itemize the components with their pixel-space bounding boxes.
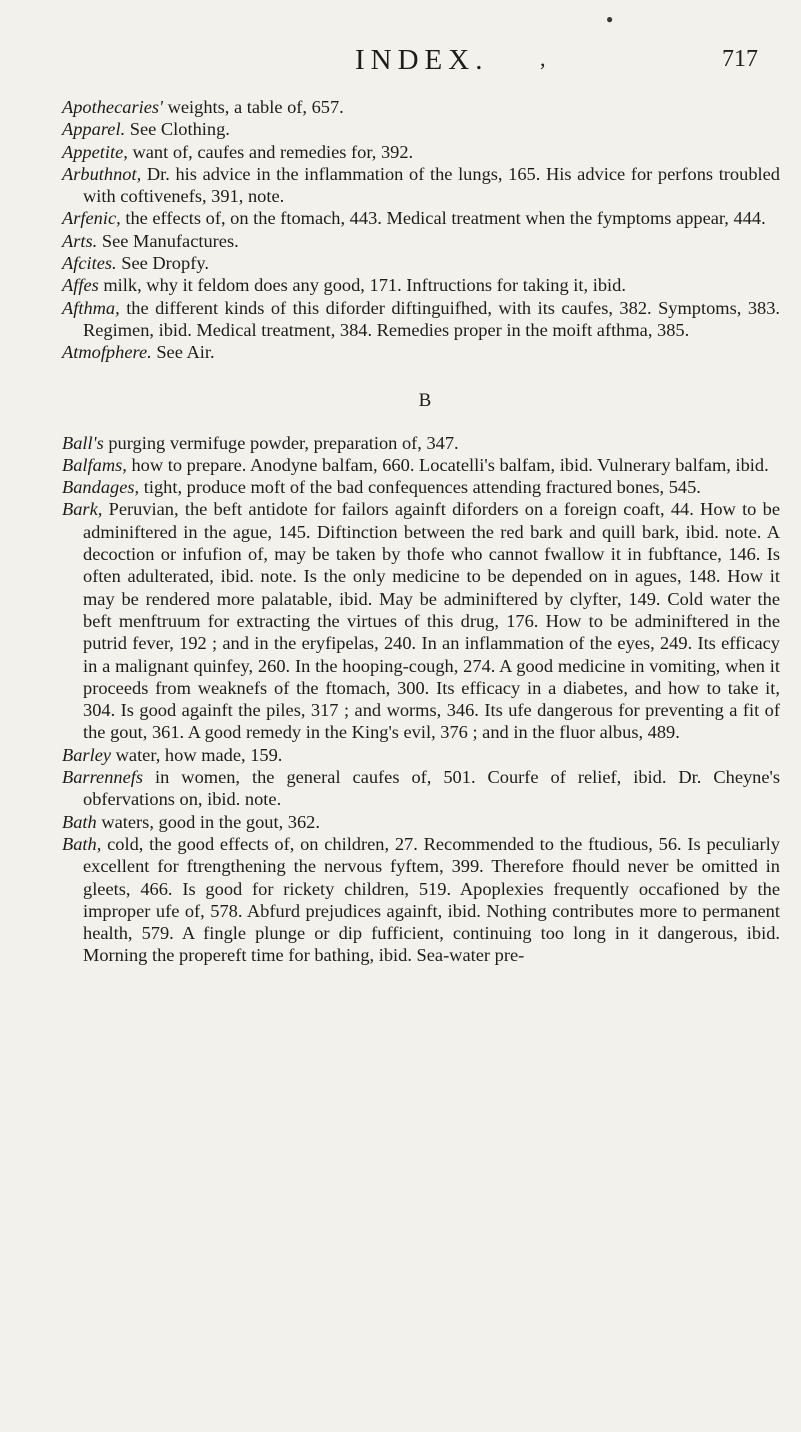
index-text: cold, the good effects of, on children, 27. Recommended to the ftudious, 56. Is peculiarly excellent for ftrengthening the nervous fyftem, 399. Therefore fhould never be omitted in gleets, 466. Is good for rickety children, 519. Apoplexies frequently occafioned by the improper ufe of, 578. Abfurd prejudices againft, ibid. Nothing contributes more to permanent health, 579. A fingle plunge or dip fufficient, continuing too long in it dangerous, ibid. Morning the propereft time for bathing, ibid. Sea-water pre- (83, 833, 785, 966)
index-text: See Dropfy. (116, 253, 209, 274)
index-entry (62, 341, 780, 363)
index-entry (62, 252, 780, 274)
index-text: how to prepare. Anodyne balfam, 660. Locatelli's balfam, ibid. Vulnerary balfam, ibid. (126, 454, 769, 475)
index-text: water, how made, 159. (111, 744, 283, 765)
index-entry (62, 118, 780, 140)
index-term: Balfams, (62, 454, 127, 475)
index-text: the effects of, on the ftomach, 443. Medical treatment when the fymptoms appear, 444. (120, 208, 766, 229)
index-body (62, 96, 785, 967)
index-text: Dr. his advice in the inflammation of the lungs, 165. His advice for perfons troubled with coftivenefs, 391, note. (83, 163, 785, 207)
index-term: Affes (62, 275, 99, 296)
index-entry (62, 476, 780, 498)
index-term: Afcites. (62, 253, 117, 274)
index-text: in women, the general caufes of, 501. Courfe of relief, ibid. Dr. Cheyne's obfervations on, ibid. note. (83, 767, 785, 810)
index-text: purging vermifuge powder, preparation of, 347. (103, 432, 459, 453)
index-term: Apparel. (62, 119, 126, 140)
index-section-a (62, 96, 785, 364)
index-text: milk, why it feldom does any good, 171. Inftructions for taking it, ibid. (98, 275, 626, 296)
index-text: weights, a table of, 657. (162, 97, 344, 117)
index-term: Bath, (62, 833, 102, 854)
index-entry (62, 432, 780, 454)
index-entry (62, 766, 785, 811)
index-text: tight, produce moft of the bad confequences attending fractured bones, 545. (139, 477, 701, 498)
index-entry (62, 163, 785, 208)
index-text: Peruvian, the beft antidote for failors againft diforders on a foreign coaft, 44. How to be adminiftered in the ague, 145. Diftinction between the red bark and quill bark, ibid. note. A decoction or infufion of, may be taken by thofe who cannot fwallow it in fubftance, 146. Is often adulterated, ibid. note. Is the only medicine to be depended on in agues, 148. How it may be rendered more palatable, ibid. May be adminiftered by clyfter, 149. Cold water the beft menftruum for extracting the virtues of this drug, 176. How to be adminiftered in the putrid fever, 192 ; and in the eryfipelas, 240. In an inflammation of the eyes, 249. Its efficacy in a malignant quinfey, 260. In the hooping-cough, 274. A good medicine in vomiting, when it proceeds from weaknefs of the ftomach, 300. Its efficacy in a diabetes, and how to take it, 304. Is good againft the piles, 317 ; and worms, 346. Its ufe dangerous for preventing a fit of the gout, 361. A good remedy in the King's evil, 376 ; and in the fluor albus, 489. (83, 499, 785, 743)
page-number: 717 (722, 46, 758, 72)
index-text: See Manufactures. (97, 230, 239, 251)
index-text: See Air. (151, 342, 215, 363)
index-text: See Clothing. (125, 119, 230, 140)
index-term: Appetite, (62, 141, 128, 162)
index-text: the different kinds of this diforder diftinguifhed, with its caufes, 382. Symptoms, 383. Regimen, ibid. Medical treatment, 384. Remedies proper in the moift afthma, 385. (83, 297, 785, 340)
page-mark: ● (606, 12, 614, 26)
index-term: Arts. (62, 230, 98, 251)
index-entry (62, 811, 780, 833)
header-separator: , (540, 46, 546, 71)
index-entry (62, 297, 785, 342)
index-text: want of, caufes and remedies for, 392. (127, 141, 414, 162)
index-entry (62, 744, 780, 766)
section-letter-heading: B (418, 389, 432, 411)
index-term: Afthma, (62, 297, 120, 318)
index-entry (62, 454, 780, 476)
index-entry (62, 833, 785, 967)
index-term: Apothecaries' (62, 97, 163, 117)
index-term: Atmofphere. (62, 342, 152, 363)
index-term: Bandages, (62, 477, 140, 498)
index-entry (62, 498, 785, 743)
index-term: Barrennefs (62, 767, 144, 788)
index-term: Bark, (62, 499, 103, 520)
index-term: Ball's (62, 432, 104, 453)
running-header (0, 44, 801, 84)
index-entry (62, 230, 780, 252)
index-entry (62, 207, 780, 229)
index-text: waters, good in the gout, 362. (96, 811, 320, 832)
index-term: Bath (62, 811, 97, 832)
index-term: Arbuthnot, (62, 163, 142, 184)
index-term: Arfenic, (62, 208, 121, 229)
index-entry (62, 96, 780, 118)
index-term: Barley (62, 744, 112, 765)
index-entry (62, 141, 780, 163)
page-title: INDEX. (355, 44, 489, 76)
index-section-b (62, 432, 785, 967)
index-entry (62, 274, 780, 296)
